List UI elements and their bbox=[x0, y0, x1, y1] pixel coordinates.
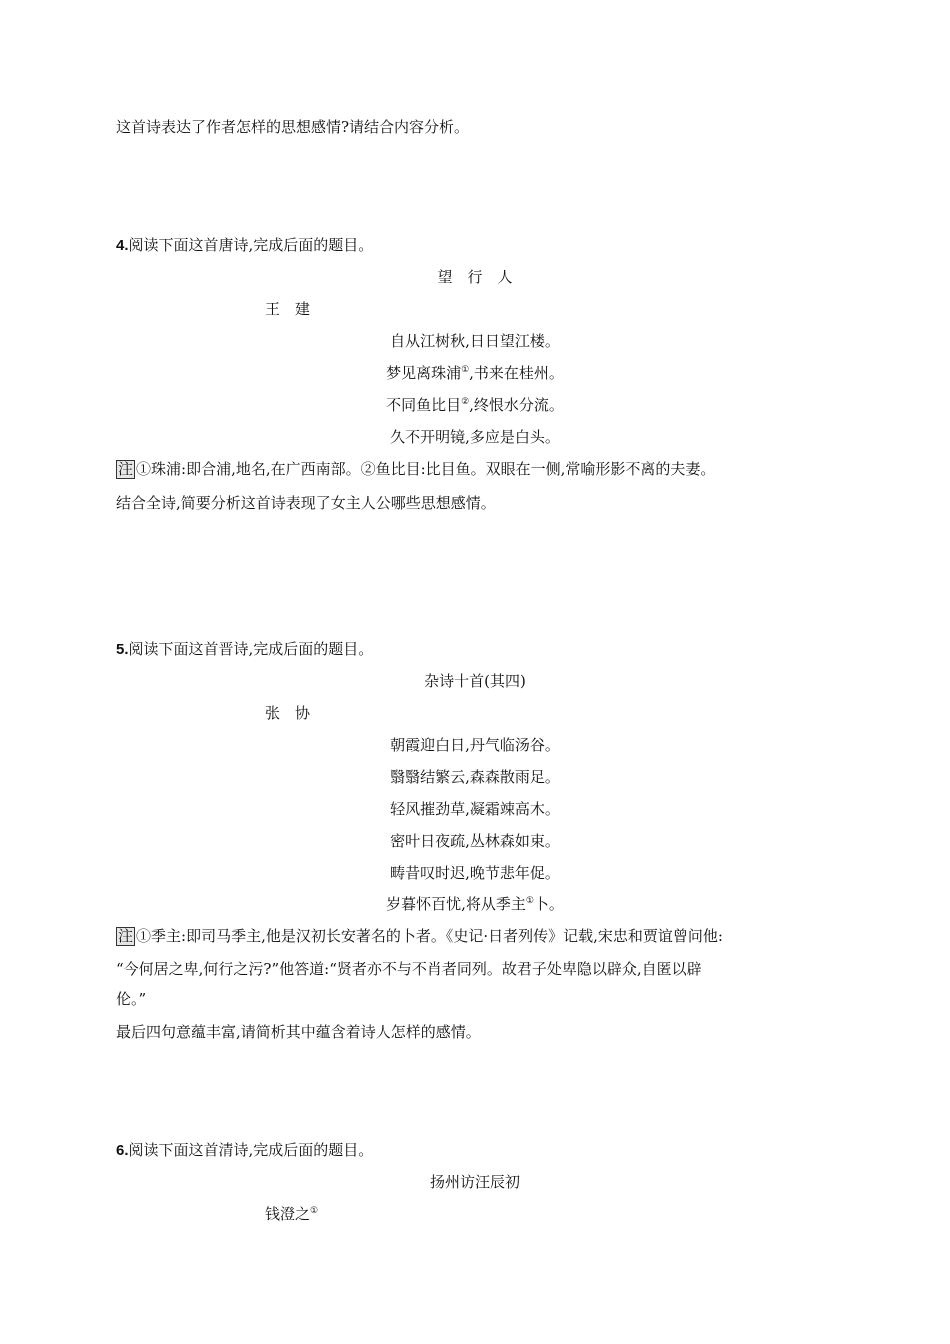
q5-note-line-3: 伦。” bbox=[116, 990, 147, 1008]
q5-poem-line-4: 密叶日夜疏,丛林森如束。 bbox=[390, 832, 560, 850]
q5-intro: 阅读下面这首晋诗,完成后面的题目。 bbox=[128, 640, 374, 658]
q6-poem-title: 扬州访汪辰初 bbox=[429, 1173, 520, 1191]
q3-question: 这首诗表达了作者怎样的思想感情?请结合内容分析。 bbox=[116, 118, 470, 136]
q4-note bbox=[116, 458, 715, 479]
q6-author-name: 钱澄之 bbox=[265, 1205, 311, 1223]
q6-intro: 阅读下面这首清诗,完成后面的题目。 bbox=[128, 1141, 374, 1159]
q4-line-2-pre: 梦见离珠浦 bbox=[386, 364, 462, 382]
q4-poem-author: 王 建 bbox=[265, 300, 311, 318]
q4-poem-line-3 bbox=[0, 394, 950, 415]
q5-number: 5. bbox=[116, 641, 129, 658]
q4-intro-line bbox=[116, 234, 373, 255]
q5-note-line-1 bbox=[116, 925, 723, 946]
q5-line-6-pre: 岁暮怀百忧,将从季主 bbox=[386, 895, 526, 913]
q5-note-text-1: ①季主:即司马季主,他是汉初长安著名的卜者。《史记·日者列传》记载,宋忠和贾谊曾问他: bbox=[136, 927, 723, 945]
footnote-marker-1: ① bbox=[461, 365, 470, 375]
q5-question: 最后四句意蕴丰富,请简析其中蕴含着诗人怎样的感情。 bbox=[116, 1023, 481, 1041]
q4-question: 结合全诗,简要分析这首诗表现了女主人公哪些思想感情。 bbox=[116, 494, 496, 512]
q4-poem-line-2 bbox=[0, 362, 950, 383]
q5-poem-title: 杂诗十首(其四) bbox=[424, 672, 526, 690]
q4-poem-line-1: 自从江树秋,日日望江楼。 bbox=[390, 332, 560, 350]
q6-intro-line bbox=[116, 1139, 373, 1160]
q5-poem-line-3: 轻风摧劲草,凝霜竦高木。 bbox=[390, 800, 560, 818]
footnote-marker-1: ① bbox=[310, 1206, 319, 1216]
q5-line-6-post: 卜。 bbox=[533, 895, 564, 913]
q4-line-3-pre: 不同鱼比目 bbox=[386, 396, 462, 414]
q4-note-text: ①珠浦:即合浦,地名,在广西南部。②鱼比目:比目鱼。双眼在一侧,常喻形影不离的夫妻。 bbox=[136, 460, 716, 478]
q5-poem-line-1: 朝霞迎白日,丹气临汤谷。 bbox=[390, 736, 560, 754]
q4-line-2-post: ,书来在桂州。 bbox=[469, 364, 564, 382]
q5-poem-line-6 bbox=[0, 893, 950, 914]
footnote-marker-1: ① bbox=[525, 896, 534, 906]
q4-line-3-post: ,终恨水分流。 bbox=[469, 396, 564, 414]
note-label-box: 注 bbox=[118, 460, 134, 478]
q6-poem-author bbox=[265, 1203, 318, 1224]
q5-note-line-2: “今何居之卑,何行之污?”他答道:“贤者亦不与不肖者同列。故君子处卑隐以辟众,自匿以辟 bbox=[116, 960, 702, 978]
footnote-marker-2: ② bbox=[461, 397, 470, 407]
q4-poem-line-4: 久不开明镜,多应是白头。 bbox=[390, 428, 560, 446]
q5-poem-line-5: 畴昔叹时迟,晚节悲年促。 bbox=[390, 864, 560, 882]
q4-number: 4. bbox=[116, 237, 129, 254]
q5-poem-line-2: 翳翳结繁云,森森散雨足。 bbox=[390, 768, 560, 786]
q4-intro: 阅读下面这首唐诗,完成后面的题目。 bbox=[128, 236, 374, 254]
q6-number: 6. bbox=[116, 1142, 129, 1159]
q5-poem-author: 张 协 bbox=[265, 704, 311, 722]
q4-poem-title: 望 行 人 bbox=[437, 268, 513, 286]
note-label-box: 注 bbox=[118, 927, 134, 945]
q5-intro-line bbox=[116, 638, 373, 659]
